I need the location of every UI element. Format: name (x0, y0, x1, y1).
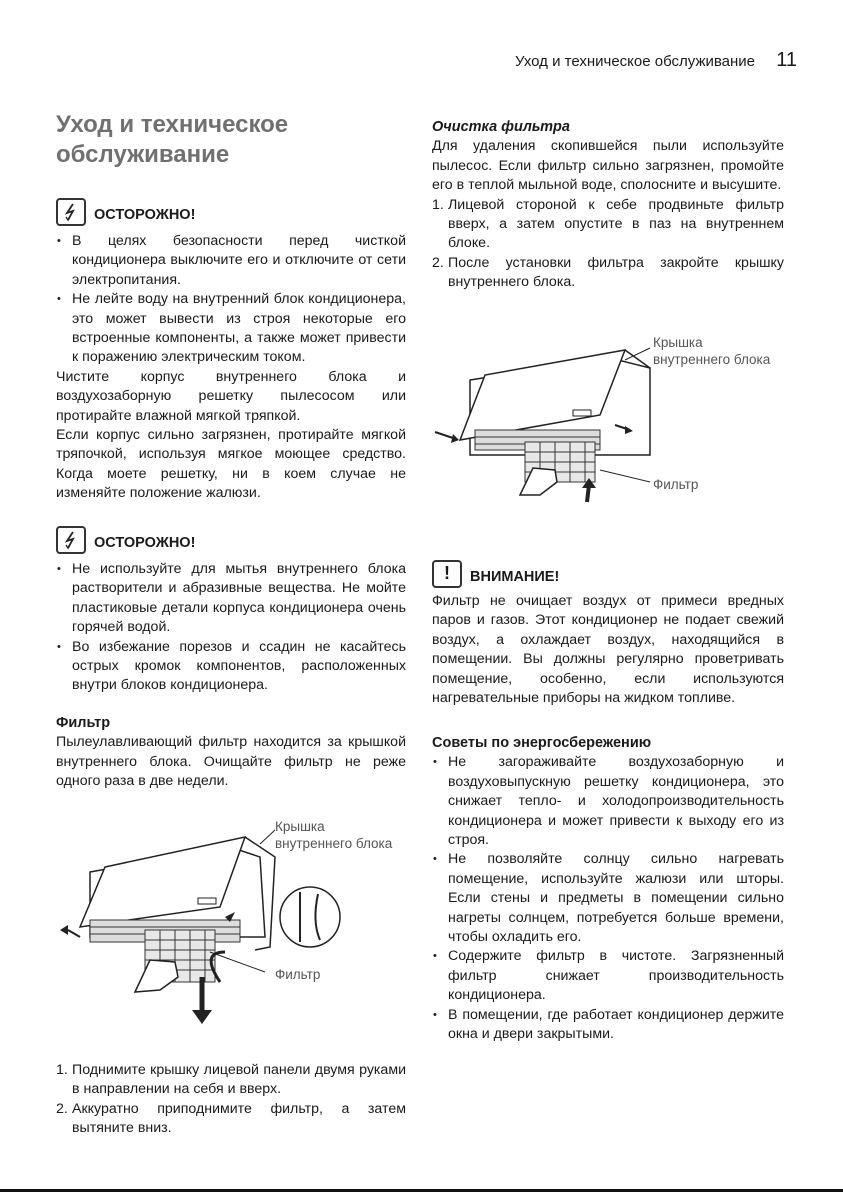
running-header-title: Уход и техническое обслуживание (514, 53, 755, 70)
list-item: 1. Лицевой стороной к себе продвиньте фильтр вверх, а затем опустите в паз на внутреннем блоке. (432, 196, 784, 252)
page-number: 11 (776, 49, 797, 71)
removal-steps (56, 1061, 406, 1139)
energy-heading: Советы по энергосбережению (432, 735, 652, 751)
warning-list (56, 232, 406, 368)
cleaning-text: Для удаления скопившейся пыли используйте пылесос. Если фильтр сильно загрязнен, промойте его в теплой мыльной воде, сполосните и высушите. (432, 138, 784, 194)
list-item: 2. Аккуратно приподнимите фильтр, а затем вытяните вниз. (56, 1100, 406, 1137)
lightning-warning-icon (56, 198, 86, 226)
list-item: 1. Поднимите крышку лицевой панели двумя руками в направлении на себя и вверх. (56, 1062, 406, 1098)
attention-block (432, 560, 784, 708)
paragraph: Чистите корпус внутреннего блока и воздухозаборную решетку пылесосом или протирайте влажной мягкой тряпкой. (56, 368, 406, 424)
lightning-warning-icon (56, 526, 86, 554)
paragraph: Если корпус сильно загрязнен, протирайте мягкой тряпочкой, используя мягкое моющее средство. Когда моете решетку, ни в коем случае не изменяйте положение жалюзи. (56, 427, 406, 502)
figure-label-filter: Фильтр (653, 477, 699, 492)
figure-label-cover: Крышка внутреннего блока (275, 819, 393, 851)
page-title: Уход и техническое обслуживание (56, 111, 289, 168)
attention-header (432, 560, 784, 588)
list-item: • В помещении, где работает кондиционер держите окна и двери закрытыми. (432, 1006, 784, 1045)
attention-title: ВНИМАНИЕ! (470, 568, 560, 585)
warning-title: ОСТОРОЖНО! (94, 534, 196, 551)
warning-block-1 (56, 198, 406, 504)
warning-header (56, 526, 406, 554)
warning-header (56, 198, 406, 226)
energy-section (432, 734, 784, 1045)
list-item: • Не используйте для мытья внутреннего блока растворители и абразивные вещества. Не мойте пластиковые детали корпуса кондиционера очень горячей водой. (56, 560, 406, 638)
warning-title: ОСТОРОЖНО! (94, 206, 196, 223)
figure-filter-removal (50, 812, 410, 1032)
figure-label-filter: Фильтр (275, 967, 321, 982)
list-item: • В целях безопасности перед чисткой кондиционера выключите его и отключите от сети электропитания. (56, 232, 406, 290)
list-item: • Не лейте воду на внутренний блок кондиционера, это может вывести из строя некоторые его встроенные компоненты, а также может привести к поражению электрическим током. (56, 290, 406, 368)
warning-block-2 (56, 526, 406, 696)
exclamation-icon: ! (432, 560, 462, 588)
cleaning-section (432, 118, 784, 293)
filter-heading: Фильтр (56, 715, 111, 731)
figure-label-cover: Крышка внутреннего блока (653, 335, 771, 367)
list-item: • Не позволяйте солнцу сильно нагревать помещение, используйте жалюзи или шторы. Если стены и предметы в помещении сильно нагреты солнцем, потребуется больше времени, чтобы охладить его. (432, 850, 784, 947)
list-item: 2. После установки фильтра закройте крышку внутреннего блока. (432, 254, 784, 291)
list-item: • Не загораживайте воздухозаборную и воздуховыпускную решетку кондиционера, это снижает тепло- и холодопроизводительность кондиционера и может привести к выходу его из строя. (432, 753, 784, 850)
list-item: • Во избежание порезов и ссадин не касайтесь острых кромок компонентов, расположенных внутри блоков кондиционера. (56, 638, 406, 696)
filter-section (56, 714, 406, 792)
figure-filter-install (425, 330, 795, 510)
warning-list (56, 560, 406, 696)
list-item: • Содержите фильтр в чистоте. Загрязненный фильтр снижает производительность кондиционера. (432, 947, 784, 1005)
attention-text: Фильтр не очищает воздух от примеси вредных паров и газов. Этот кондиционер не подает свежий воздух, а охлаждает воздух, находящийся в помещении. Вы должны регулярно проветривать помещение, особенно, если используются нагревательные приборы на жидком топливе. (432, 593, 784, 707)
filter-text: Пылеулавливающий фильтр находится за крышкой внутреннего блока. Очищайте фильтр не реже одного раза в две недели. (56, 734, 406, 790)
cleaning-heading: Очистка фильтра (432, 119, 570, 135)
